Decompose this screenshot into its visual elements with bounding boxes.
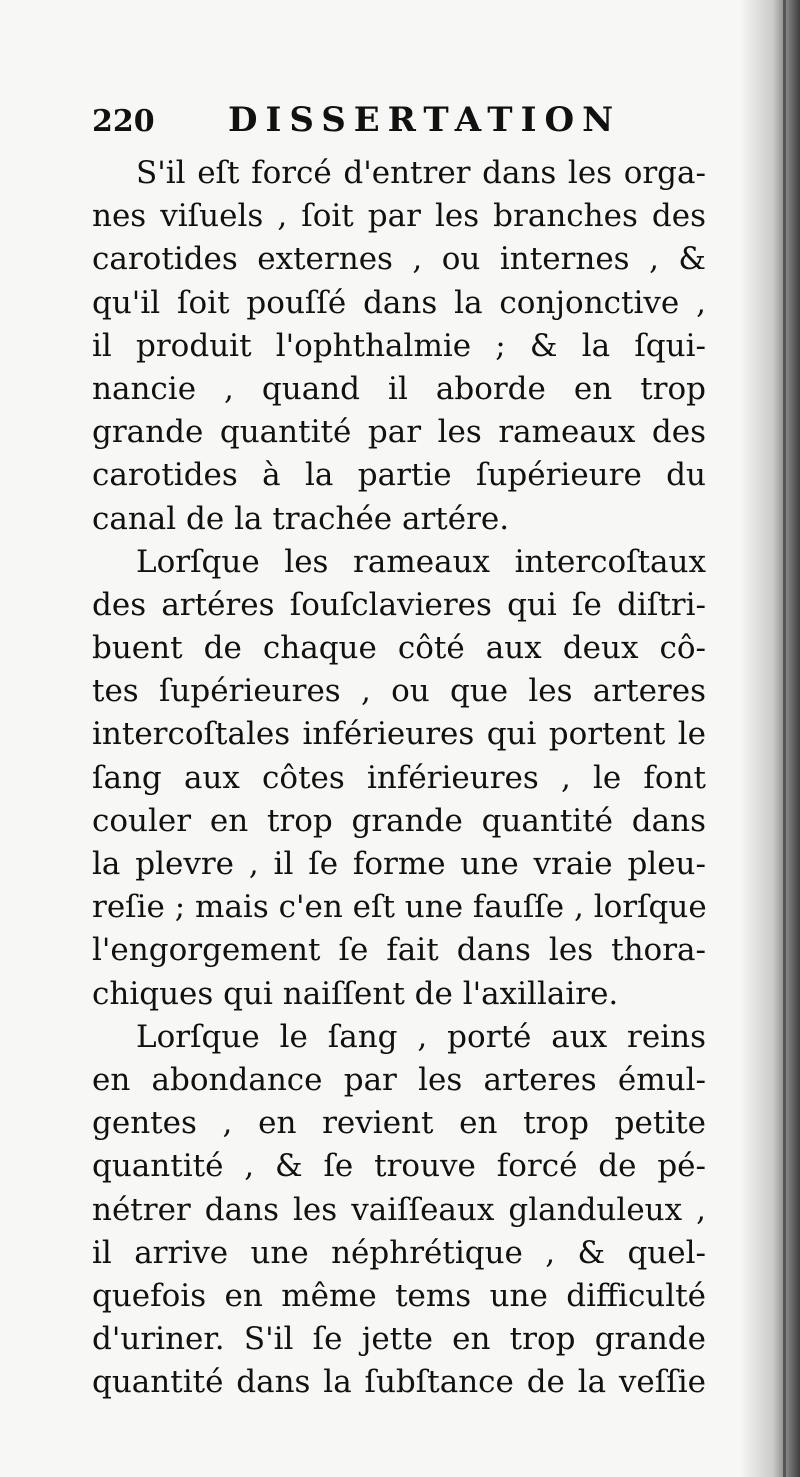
text-line: Lorſque le ſang , porté aux reins xyxy=(136,1018,706,1055)
text-line: quantité , & ſe trouve forcé de pé- xyxy=(92,1148,706,1185)
text-line: l'engorgement ſe fait dans les thora- xyxy=(92,932,706,969)
body-text xyxy=(92,152,706,1404)
text-line: il arrive une néphrétique , & quel- xyxy=(92,1234,706,1271)
binding-edge xyxy=(783,0,786,1477)
text-line: tes ſupérieures , ou que les arteres xyxy=(92,673,706,710)
text-line: S'il eſt forcé d'entrer dans les orga- xyxy=(136,155,706,191)
text-line: il produit l'ophthalmie ; & la ſqui- xyxy=(92,327,706,364)
text-line: carotides à la partie ſupérieure du xyxy=(92,457,706,494)
text-line: buent de chaque côté aux deux cô- xyxy=(92,630,706,667)
text-line: ſang aux côtes inférieures , le font xyxy=(92,759,706,796)
text-line: nancie , quand il aborde en trop xyxy=(92,370,706,407)
text-line: nétrer dans les vaiſſeaux glanduleux , xyxy=(92,1191,706,1228)
text-line: des artéres ſouſclavieres qui ſe diſtri- xyxy=(92,586,706,623)
text-line: carotides externes , ou internes , & xyxy=(92,241,706,278)
text-line: qu'il ſoit pouſſé dans la conjonctive , xyxy=(92,284,706,321)
text-line: gentes , en revient en trop petite xyxy=(92,1105,706,1142)
text-line: Lorſque les rameaux intercoſtaux xyxy=(136,543,706,580)
text-line: chiques qui naiſſent de l'axillaire. xyxy=(92,975,619,1012)
text-line: reſie ; mais c'en eſt une fauſſe , lorſque xyxy=(92,889,707,926)
text-line: en abondance par les arteres émul- xyxy=(92,1061,706,1098)
text-line: quantité dans la ſubſtance de la veſſie xyxy=(92,1364,706,1401)
page-header xyxy=(92,100,652,150)
text-line: intercoſtales inférieures qui portent le xyxy=(92,716,706,753)
text-line: grande quantité par les rameaux des xyxy=(92,414,706,451)
text-line: quefois en même tems une difficulté xyxy=(92,1277,706,1314)
running-title: DISSERTATION xyxy=(228,100,622,140)
text-line: nes viſuels , ſoit par les branches des xyxy=(92,198,706,235)
text-line: la plevre , il ſe forme une vraie pleu- xyxy=(92,846,706,882)
binding-shadow xyxy=(740,0,800,1477)
text-line: couler en trop grande quantité dans xyxy=(92,802,706,839)
text-line: d'uriner. S'il ſe jette en trop grande xyxy=(92,1321,706,1358)
text-line: canal de la trachée artére. xyxy=(92,500,510,537)
page-number: 220 xyxy=(92,104,155,139)
